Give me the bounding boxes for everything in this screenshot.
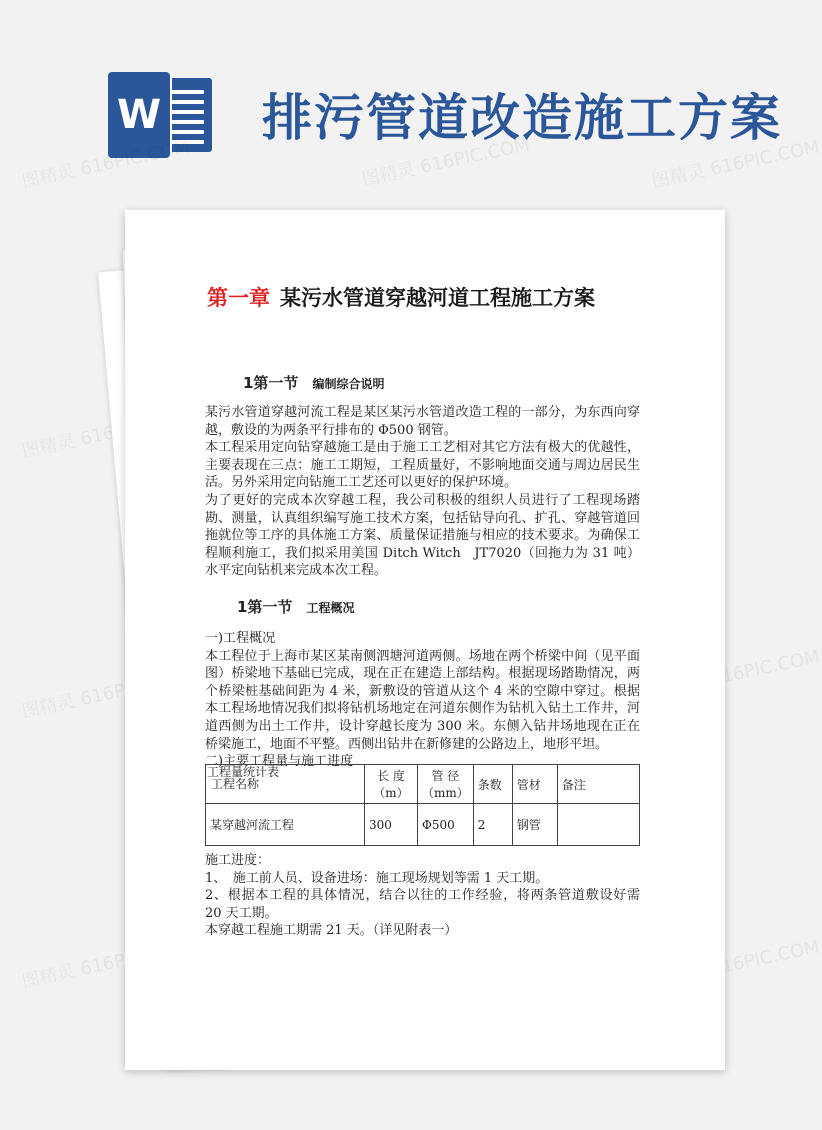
table-cell [557, 804, 639, 846]
watermark: 图精灵 616PIC.COM [649, 136, 822, 193]
paragraph: 施工进度： [205, 853, 271, 868]
table-header-cell: 管 径（mm） [418, 765, 474, 804]
watermark: 图精灵 616PIC.COM [649, 936, 822, 993]
section1-body [205, 404, 640, 580]
table-cell: 钢管 [512, 804, 557, 846]
paragraph: 1、 施工前人员、设备进场：施工现场规划等需 1 天工期。 [205, 870, 549, 886]
table-cell: 300 [365, 804, 418, 846]
section-heading-2 [237, 596, 354, 617]
watermark: 图精灵 616PIC.COM [19, 136, 192, 193]
table-cell: Φ500 [418, 804, 474, 846]
page-header [0, 0, 800, 200]
chapter-number: 第一章 [207, 286, 270, 310]
table-header-cell: 条数 [473, 765, 512, 804]
section-heading-1 [243, 372, 384, 393]
paragraph: 本工程位于上海市某区某南侧泗塘河道两侧。场地在两个桥梁中间（见平面图）桥梁地下基础已完成，现在正在建造上部结构。根据现场踏勘情况，两个桥梁桩基础间距为 4 米，新敷设的管道从这个 4 米的空隙中穿过。根据本工程场地情况我们拟将钻机场地定在河道东侧作为钻机入钻土工作井，河道西侧为出土工作井，设计穿越长度为 300 米。东侧入钻井场地现在正在桥梁施工，地面不平整。西侧出钻井在新修建的公路边上，地形平坦。 [205, 648, 640, 752]
paragraph: 本工程采用定向钻穿越施工是由于施工工艺相对其它方法有极大的优越性，主要表现在三点：施工工期短，工程质量好，不影响地面交通与周边居民生活。另外采用定向钻施工工艺还可以更好的保护环境。 [205, 440, 640, 491]
table-header-cell: 长 度（m） [365, 765, 418, 804]
table-cell: 2 [473, 804, 512, 846]
watermark: 图精灵 616PIC.COM [19, 936, 192, 993]
chapter-heading [207, 282, 595, 312]
page-title: 排污管道改造施工方案 [262, 89, 782, 147]
word-document-icon [108, 72, 212, 158]
paragraph: 某污水管道穿越河流工程是某区某污水管道改造工程的一部分，为东西向穿越，敷设的为两条平行排布的 Φ500 钢管。 [205, 405, 640, 438]
schedule-body [205, 852, 654, 940]
watermark: 图精灵 616PIC.COM [19, 406, 192, 463]
table-header-cell: 备注 [557, 765, 639, 804]
paragraph: 二)主要工程量与施工进度 [205, 754, 354, 770]
paragraph: 本穿越工程施工期需 21 天。（详见附表一） [205, 923, 458, 939]
paragraph: 为了更好的完成本次穿越工程，我公司积极的组织人员进行了工程现场踏勘、测量，认真组织编写施工技术方案，包括钻导向孔、扩孔、穿越管道回拖就位等工序的具体施工方案、质量保证措施与相应的技术要求。为确保工程顺利施工，我们拟采用美国 Ditch Witch JT7020（回拖力为 31 吨）水平定向钻机来完成本次工程。 [205, 492, 640, 579]
paragraph: 一)工程概况 [205, 631, 276, 646]
section-number: 1第一节 [243, 374, 299, 392]
section-number: 1第一节 [237, 598, 293, 616]
section-title: 编制综合说明 [312, 377, 385, 391]
paragraph: 2、根据本工程的具体情况，结合以往的工作经验，将两条管道敷设好需 20 天工期。 [205, 888, 654, 921]
watermark: 图精灵 616PIC.COM [649, 646, 822, 703]
section2-body [205, 630, 640, 771]
watermark: 图精灵 616PIC.COM [19, 666, 192, 723]
chapter-title: 某污水管道穿越河道工程施工方案 [280, 286, 595, 310]
table-name-header: 工程名称 [211, 777, 260, 791]
watermark: 图精灵 616PIC.COM [359, 134, 532, 191]
document-page [125, 210, 725, 1070]
table-header-cell: 管材 [512, 765, 557, 804]
section-title: 工程概况 [306, 601, 355, 615]
word-logo-letter: W [108, 72, 170, 158]
table-cell: 某穿越河流工程 [206, 804, 365, 846]
table-row [206, 804, 640, 846]
table-caption: 工程量统计表 [207, 765, 280, 779]
